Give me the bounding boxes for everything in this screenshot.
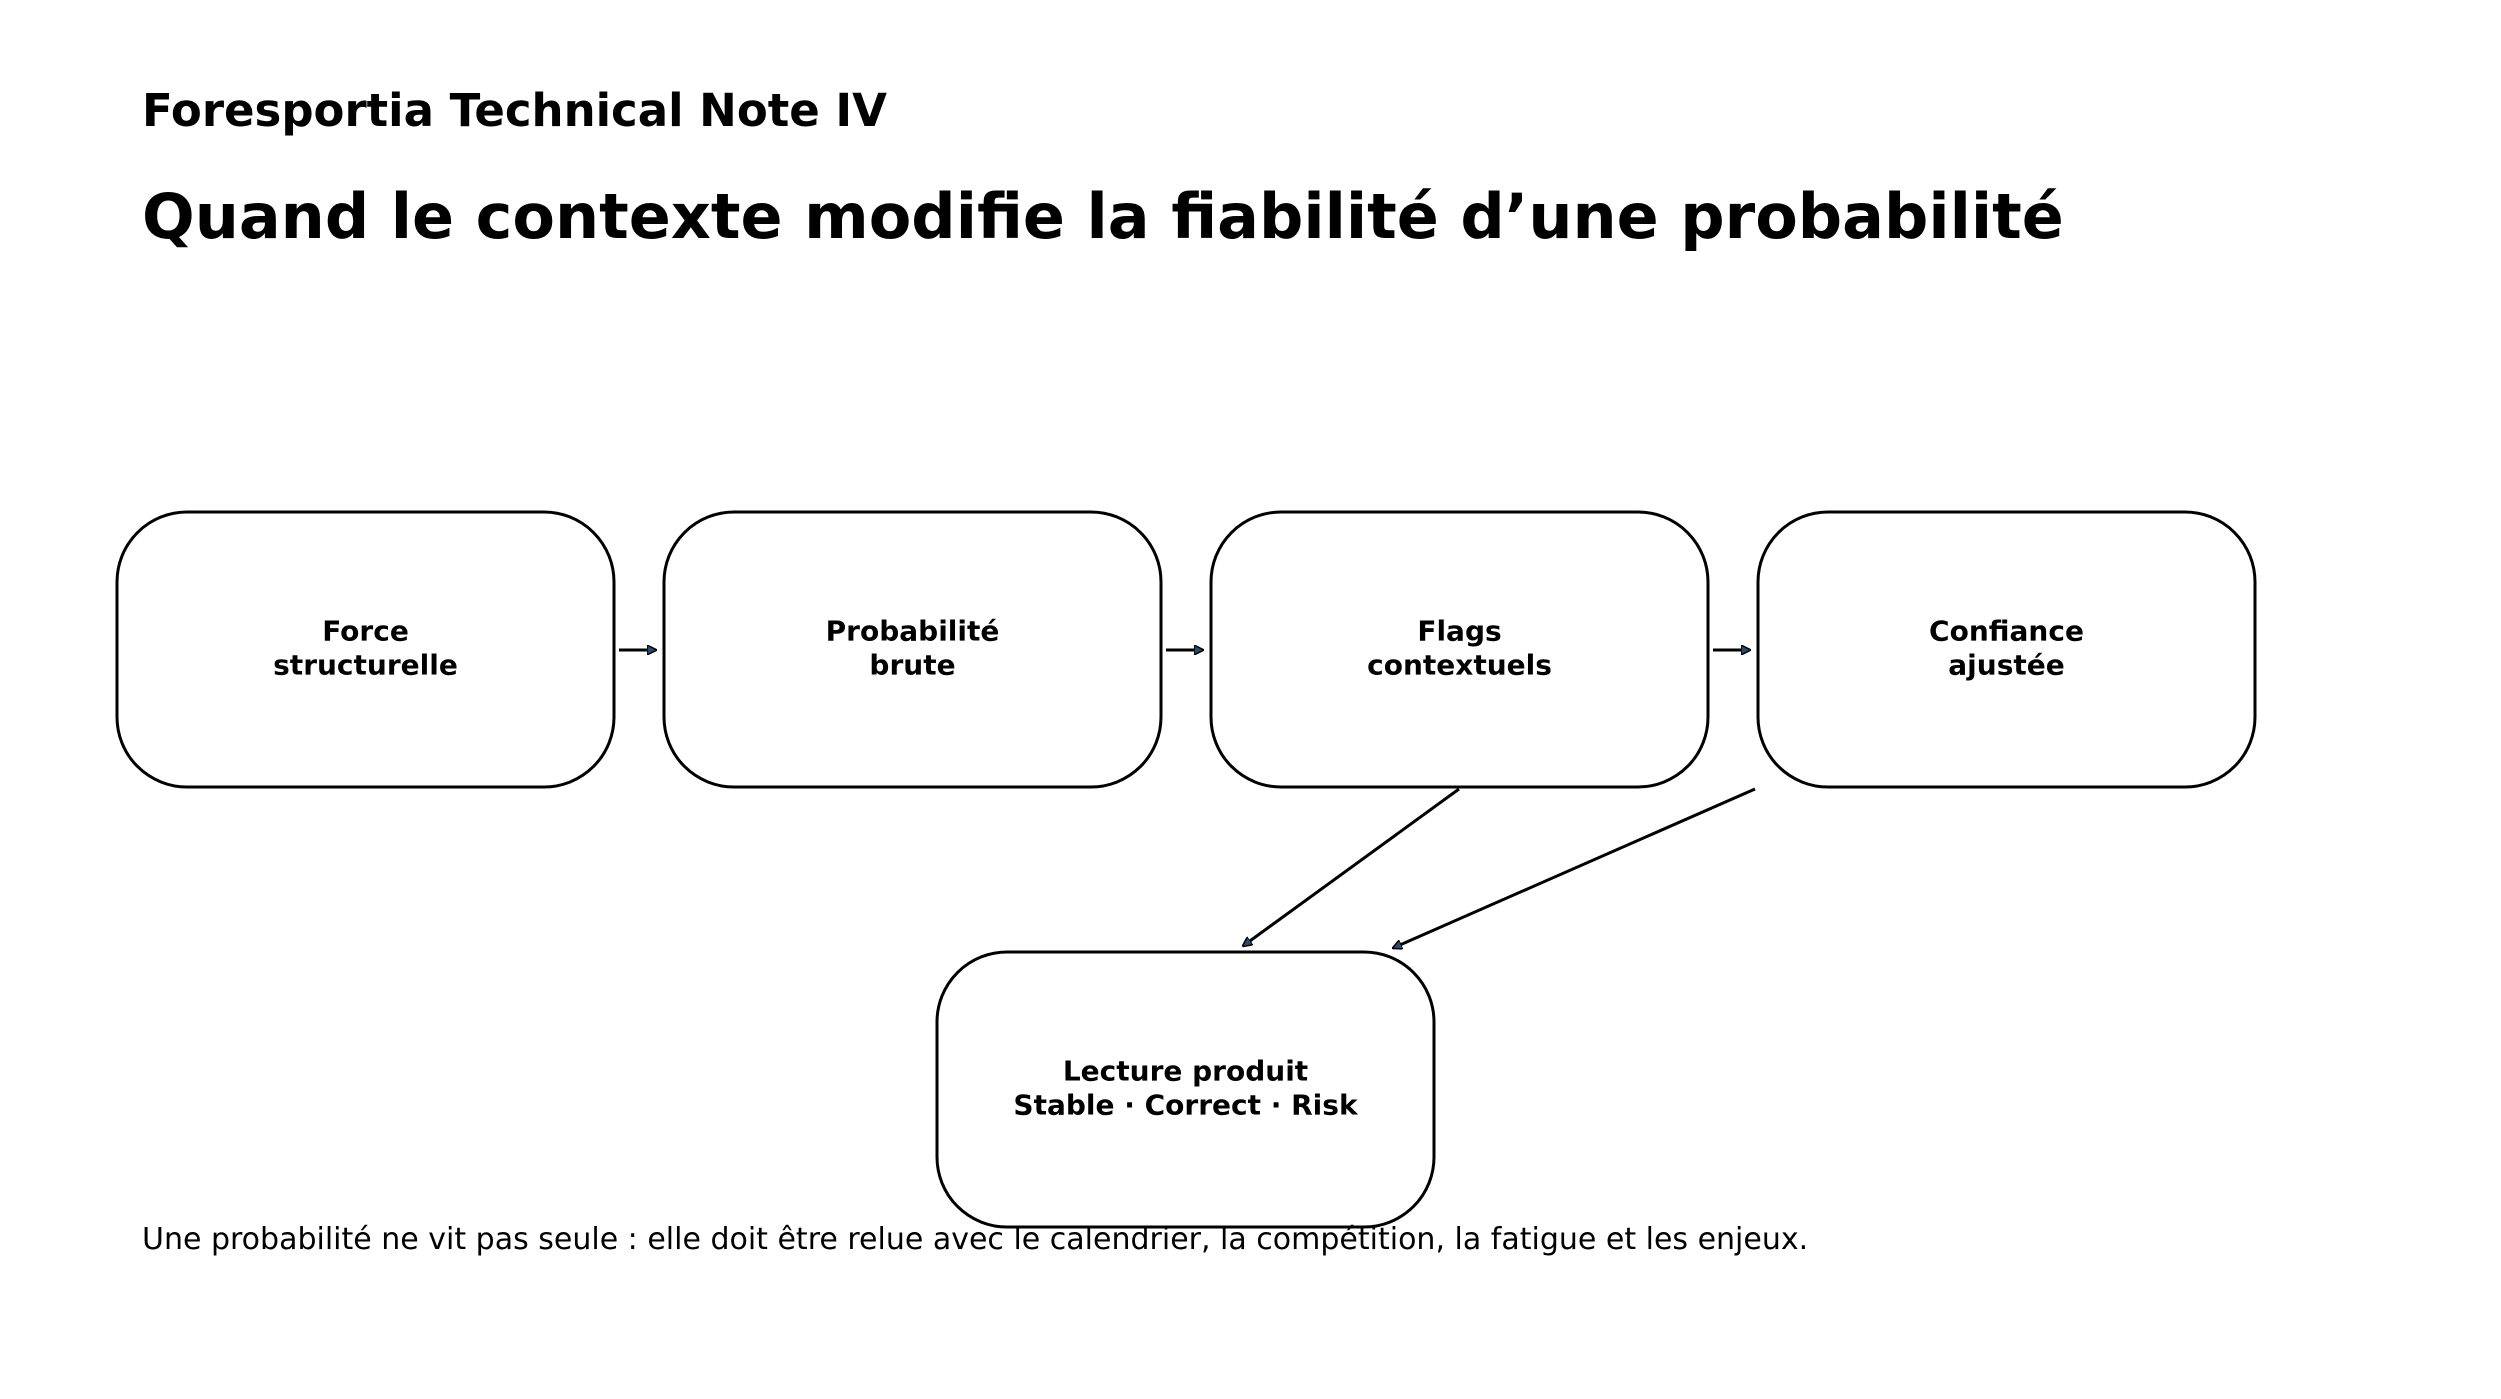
node-force	[117, 512, 614, 787]
supertitle: Foresportia Technical Note IV	[142, 84, 888, 137]
node-lecture	[937, 952, 1434, 1227]
node-label-force-line-1: Force	[322, 614, 409, 648]
node-label-lecture-line-2: Stable · Correct · Risk	[1013, 1088, 1358, 1122]
node-confiance	[1758, 512, 2255, 787]
nodes-layer	[117, 512, 2255, 1227]
page-title: Quand le contexte modifie la fiabilité d’une probabilité	[142, 180, 2064, 253]
node-label-confiance-line-1: Confiance	[1929, 614, 2084, 648]
node-label-proba-line-2: brute	[869, 648, 956, 682]
node-label-lecture-line-1: Lecture produit	[1062, 1054, 1309, 1088]
edge-confiance-to-lecture	[1393, 789, 1755, 948]
node-flags	[1211, 512, 1708, 787]
node-label-confiance-line-2: ajustée	[1948, 648, 2065, 682]
node-label-proba-line-1: Probabilité	[825, 614, 1000, 648]
node-label-force-line-2: structurelle	[273, 648, 458, 682]
caption: Une probabilité ne vit pas seule : elle doit être relue avec le calendrier, la compétition, la fatigue et les enjeux.	[142, 1222, 1809, 1257]
edge-flags-to-lecture	[1243, 789, 1459, 946]
node-label-flags-line-1: Flags	[1417, 614, 1502, 648]
node-label-flags-line-2: contextuels	[1367, 648, 1552, 682]
node-proba	[664, 512, 1161, 787]
